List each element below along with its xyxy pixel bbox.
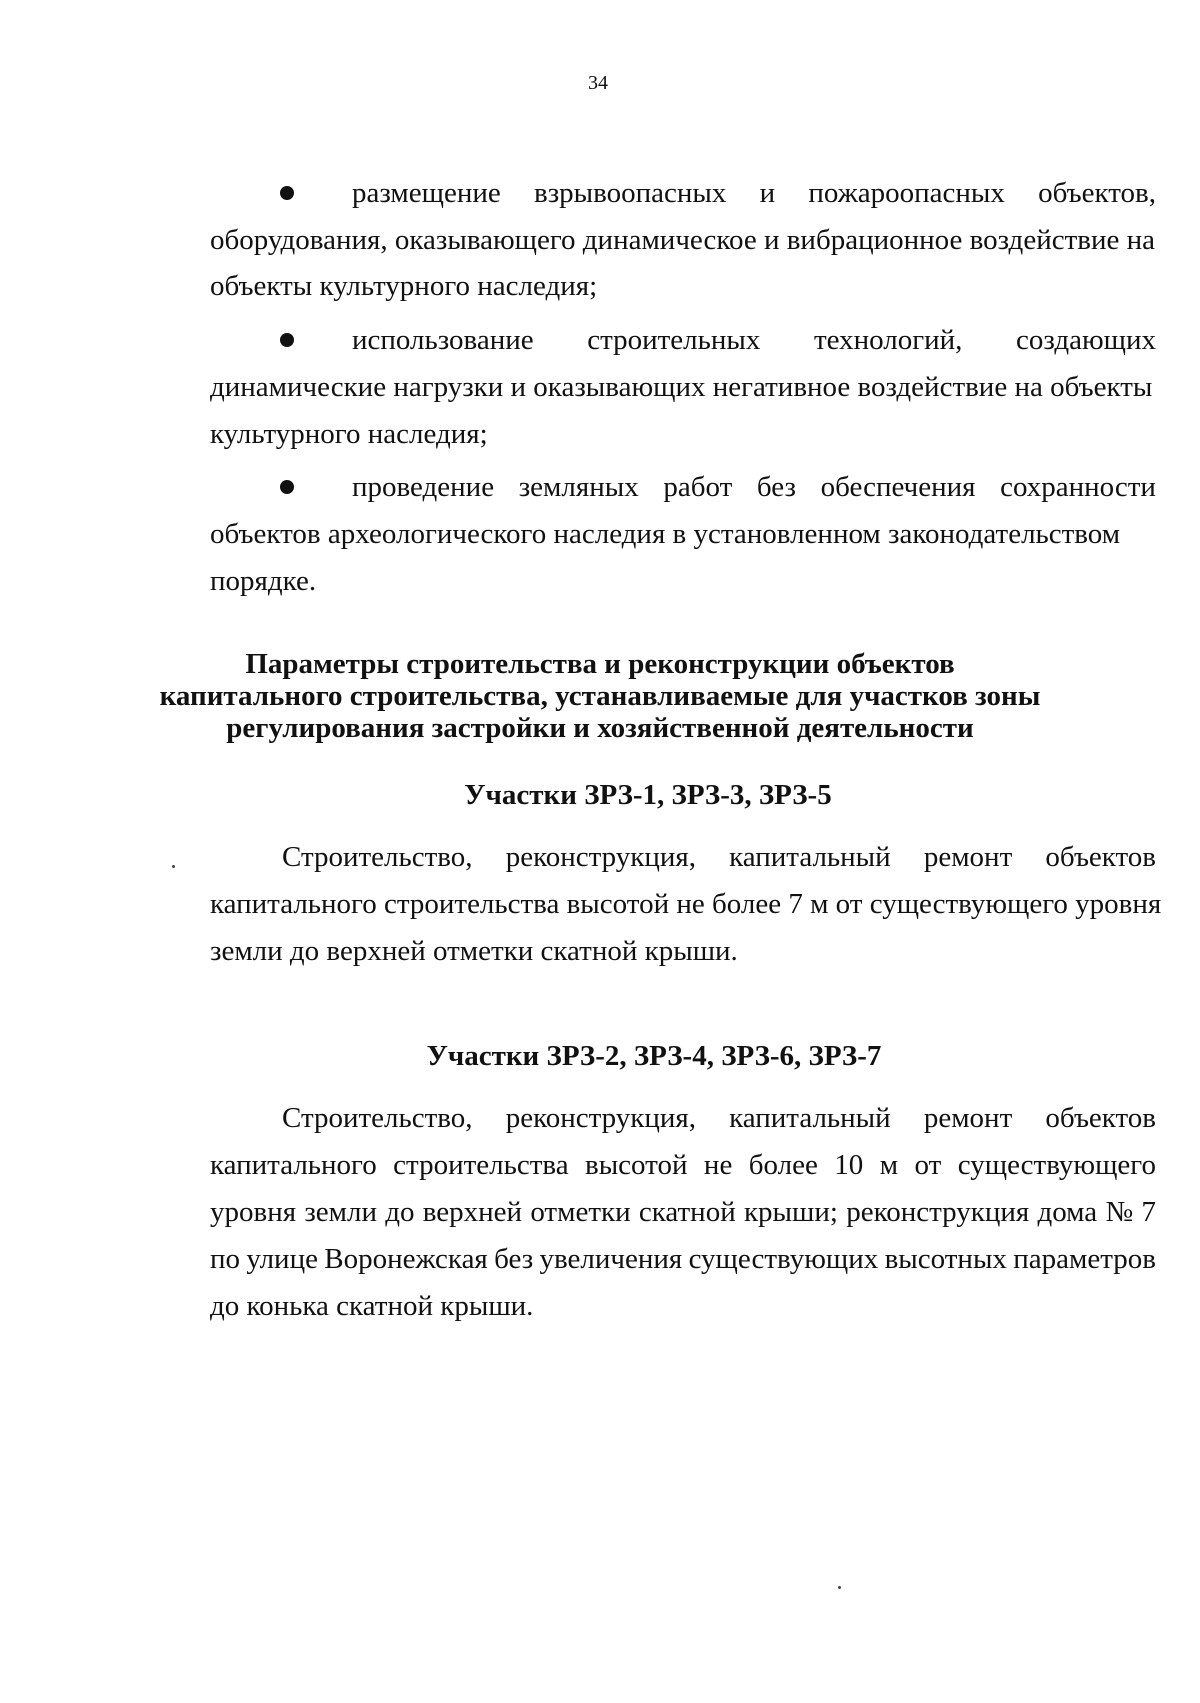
bullet-1-line-2: оборудования, оказывающего динамическое и вибрационное воздействие на bbox=[210, 224, 1155, 256]
zone-1-line-1: Строительство, реконструкция, капитальный ремонт объектов bbox=[282, 841, 1156, 873]
section-heading-line-1: Параметры строительства и реконструкции объектов bbox=[245, 648, 955, 680]
bullet-2-line-3: культурного наследия; bbox=[210, 418, 488, 450]
bullet-2-line-1: использование строительных технологий, создающих bbox=[352, 324, 1156, 356]
zone-2-heading: Участки ЗРЗ-2, ЗРЗ-4, ЗРЗ-6, ЗРЗ-7 bbox=[426, 1040, 882, 1072]
zone-2-line-4: по улице Воронежская без увеличения существующих высотных параметров bbox=[210, 1243, 1156, 1275]
scan-speck bbox=[838, 1586, 841, 1589]
bullet-3-line-1: проведение земляных работ без обеспечения сохранности bbox=[352, 471, 1156, 503]
bullet-icon bbox=[280, 333, 294, 347]
zone-1-line-2: капитального строительства высотой не более 7 м от существующего уровня bbox=[210, 888, 1162, 920]
section-heading-line-2: капитального строительства, устанавливаемые для участков зоны bbox=[159, 680, 1041, 712]
section-heading-line-3: регулирования застройки и хозяйственной деятельности bbox=[226, 712, 974, 744]
page-number: 34 bbox=[588, 72, 608, 94]
bullet-1-line-1: размещение взрывоопасных и пожароопасных объектов, bbox=[352, 177, 1156, 209]
bullet-icon bbox=[280, 480, 294, 494]
zone-1-line-3: земли до верхней отметки скатной крыши. bbox=[210, 935, 738, 967]
bullet-2-line-2: динамические нагрузки и оказывающих негативное воздействие на объекты bbox=[210, 371, 1153, 403]
zone-2-line-3: уровня земли до верхней отметки скатной крыши; реконструкция дома № 7 bbox=[210, 1196, 1156, 1228]
zone-2-line-1: Строительство, реконструкция, капитальный ремонт объектов bbox=[282, 1102, 1156, 1134]
bullet-1-line-3: объекты культурного наследия; bbox=[210, 270, 598, 302]
bullet-3-line-3: порядке. bbox=[210, 565, 317, 597]
bullet-3-line-2: объектов археологического наследия в установленном законодательством bbox=[210, 518, 1121, 550]
scan-speck bbox=[172, 865, 175, 868]
zone-2-line-5: до конька скатной крыши. bbox=[210, 1290, 534, 1322]
bullet-icon bbox=[280, 186, 294, 200]
zone-1-heading: Участки ЗРЗ-1, ЗРЗ-3, ЗРЗ-5 bbox=[464, 779, 832, 811]
zone-2-line-2: капитального строительства высотой не более 10 м от существующего bbox=[210, 1149, 1156, 1181]
